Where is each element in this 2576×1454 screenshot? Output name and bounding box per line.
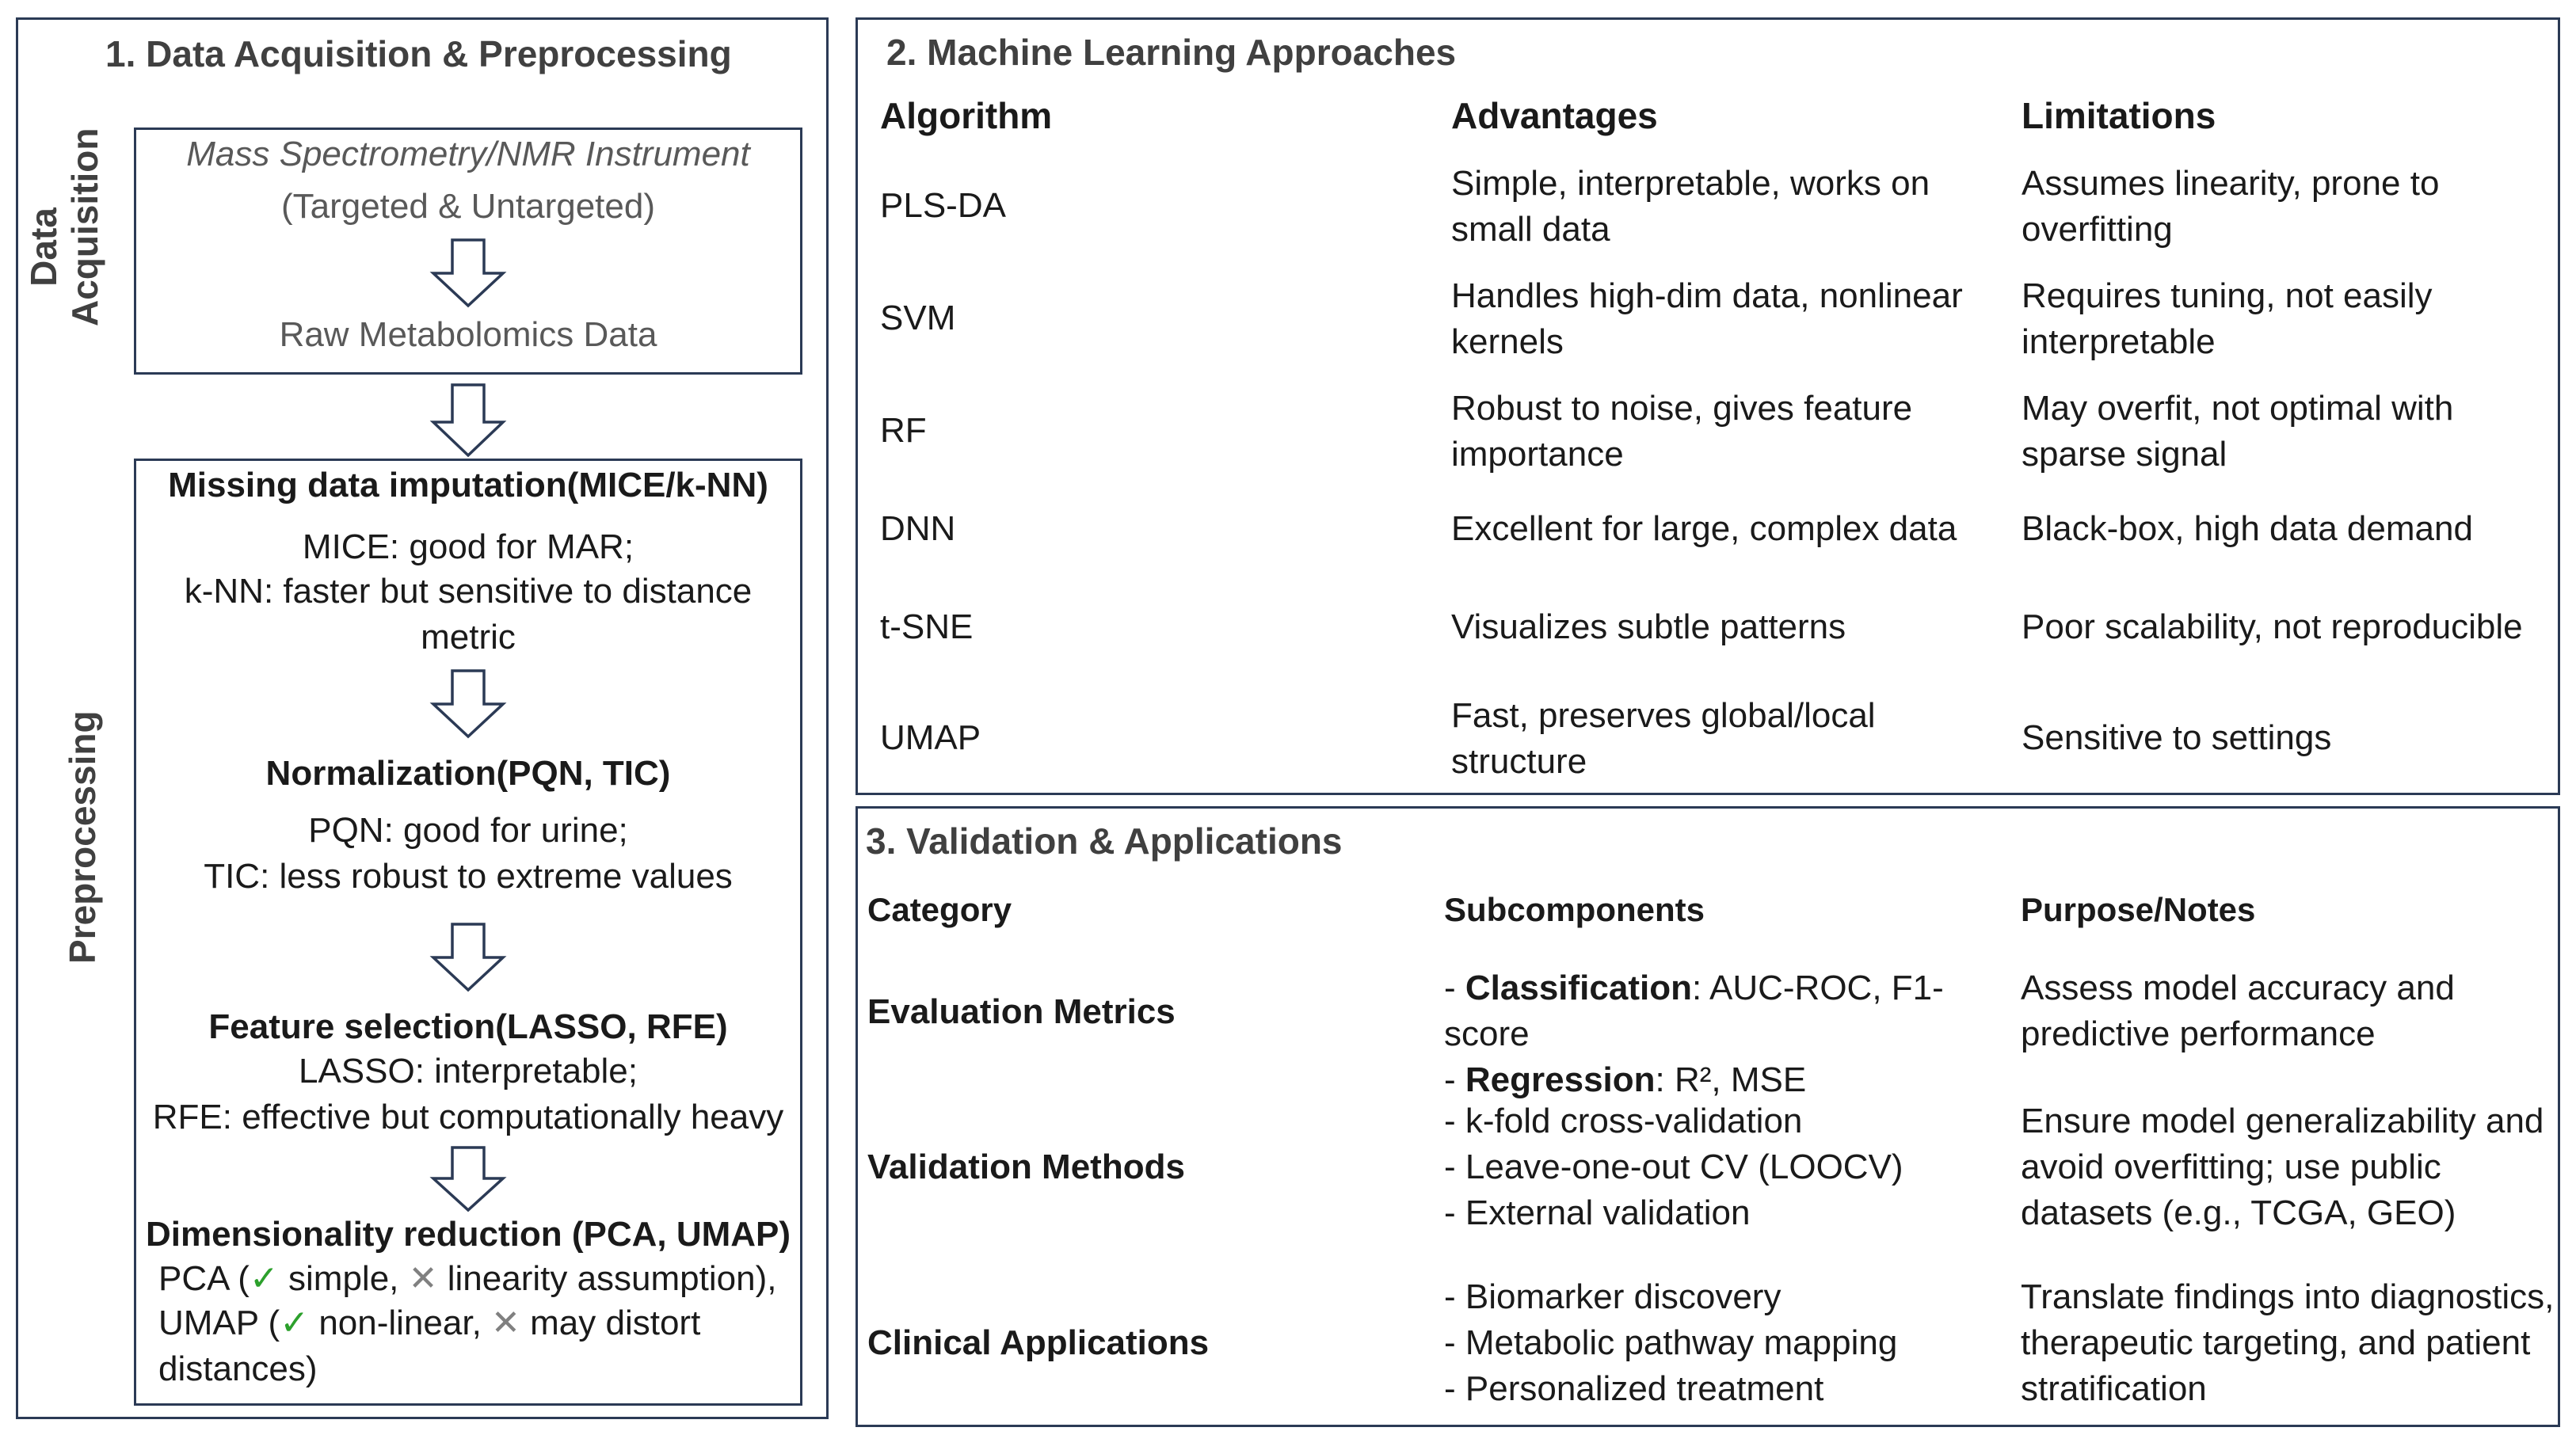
text-line: overfitting	[2022, 210, 2173, 249]
notes	[2021, 1274, 2559, 1412]
acquisition-box	[134, 128, 802, 375]
panel2-title: 2. Machine Learning Approaches	[886, 32, 1457, 73]
text-line: datasets (e.g., TCGA, GEO)	[2021, 1193, 2456, 1232]
panel-machine-learning	[855, 17, 2560, 795]
cross-icon: ✕	[408, 1259, 438, 1298]
down-arrow-icon	[429, 1145, 508, 1213]
limitations-text: Black-box, high data demand	[2022, 509, 2473, 548]
preprocessing-label: Preprocessing	[62, 710, 103, 964]
umap-line	[158, 1300, 792, 1346]
term-detail: k-fold cross-validation	[1465, 1102, 1803, 1140]
category-label: Validation Methods	[867, 1148, 1185, 1186]
text-line: Assess model accuracy and	[2021, 969, 2455, 1007]
term-detail: External validation	[1465, 1193, 1751, 1232]
category-label: Evaluation Metrics	[867, 992, 1176, 1031]
subcomponents	[1444, 965, 2014, 1103]
subcomponent-item	[1444, 1190, 2014, 1236]
text-line: importance	[1451, 435, 1624, 474]
dash: -	[1444, 1060, 1465, 1099]
column-header: Advantages	[1451, 95, 1658, 136]
text-line: therapeutic targeting, and patient	[2021, 1323, 2531, 1362]
data-acquisition-label	[23, 128, 111, 326]
advantages-text: Excellent for large, complex data	[1451, 509, 1957, 548]
text-line: kernels	[1451, 322, 1564, 361]
down-arrow-icon	[429, 238, 508, 309]
step-text: LASSO: interpretable;	[298, 1052, 638, 1090]
raw-data-label: Raw Metabolomics Data	[279, 315, 657, 354]
umap-con: may distort	[520, 1304, 701, 1342]
text-line: Ensure model generalizability and	[2021, 1102, 2544, 1140]
check-icon: ✓	[280, 1304, 310, 1342]
down-arrow-icon	[429, 922, 508, 993]
text-line: May overfit, not optimal with	[2022, 389, 2454, 428]
cross-icon: ✕	[491, 1304, 520, 1342]
text-line: Requires tuning, not easily	[2022, 276, 2433, 315]
pca-prefix: PCA (	[158, 1259, 250, 1298]
down-arrow-icon	[429, 668, 508, 740]
text-line: predictive performance	[2021, 1014, 2376, 1053]
step-text: RFE: effective but computationally heavy	[152, 1098, 784, 1136]
advantages-text	[1451, 273, 2006, 365]
step-heading: Normalization(PQN, TIC)	[265, 754, 671, 793]
dash: -	[1444, 969, 1465, 1007]
text-line: avoid overfitting; use public	[2021, 1148, 2441, 1186]
dash: -	[1444, 1193, 1465, 1232]
advantages-text	[1451, 693, 2006, 785]
notes	[2021, 1098, 2559, 1236]
limitations-text	[2022, 386, 2552, 478]
step-heading: Dimensionality reduction (PCA, UMAP)	[145, 1215, 791, 1254]
algorithm-name: UMAP	[880, 718, 981, 757]
dash: -	[1444, 1148, 1465, 1186]
advantages-text	[1451, 161, 2006, 253]
limitations-text: Poor scalability, not reproducible	[2022, 607, 2523, 646]
panel-validation-applications	[855, 806, 2560, 1427]
step-text: MICE: good for MAR;	[302, 527, 634, 566]
text-line: Translate findings into diagnostics,	[2021, 1277, 2555, 1316]
dash: -	[1444, 1277, 1465, 1316]
step-heading: Feature selection(LASSO, RFE)	[208, 1007, 728, 1046]
column-header: Algorithm	[880, 95, 1053, 136]
advantages-text: Visualizes subtle patterns	[1451, 607, 1846, 646]
text-line: stratification	[2021, 1369, 2207, 1408]
preprocessing-box	[134, 459, 802, 1406]
subcomponents	[1444, 1098, 2014, 1236]
algorithm-name: SVM	[880, 299, 956, 337]
step-text: PQN: good for urine;	[308, 811, 628, 850]
subcomponent-item	[1444, 1057, 2014, 1103]
check-icon: ✓	[249, 1259, 279, 1298]
subcomponent-item	[1444, 965, 2014, 1057]
limitations-text	[2022, 273, 2552, 365]
column-header: Category	[867, 891, 1012, 928]
data-acquisition-label-line2: Acquisition	[63, 128, 105, 326]
step-heading: Missing data imputation(MICE/k-NN)	[168, 466, 768, 504]
step-text: TIC: less robust to extreme values	[204, 857, 733, 896]
limitations-text	[2022, 161, 2552, 253]
dimred-last-line: distances)	[158, 1349, 318, 1388]
step-text: k-NN: faster but sensitive to distance	[184, 572, 753, 611]
term-detail: Personalized treatment	[1465, 1369, 1824, 1408]
term-detail: : R², MSE	[1655, 1060, 1807, 1099]
data-acquisition-label-line1: Data	[23, 207, 64, 287]
term-detail: Metabolic pathway mapping	[1465, 1323, 1898, 1362]
pca-con: linearity assumption),	[437, 1259, 777, 1298]
pca-line	[158, 1256, 792, 1302]
subcomponent-item	[1444, 1320, 2014, 1366]
panel3-title: 3. Validation & Applications	[866, 820, 1343, 862]
algorithm-name: t-SNE	[880, 607, 974, 646]
dash: -	[1444, 1323, 1465, 1362]
pca-pro: simple,	[278, 1259, 409, 1298]
down-arrow-icon	[429, 383, 508, 459]
column-header: Subcomponents	[1444, 891, 1705, 928]
panel-data-acquisition-preprocessing	[16, 17, 829, 1419]
term-detail: Leave-one-out CV (LOOCV)	[1465, 1148, 1903, 1186]
term-detail: : AUC-ROC, F1-score	[1444, 969, 1944, 1053]
text-line: Fast, preserves global/local	[1451, 696, 1876, 735]
subcomponents	[1444, 1274, 2014, 1412]
panel1-title: 1. Data Acquisition & Preprocessing	[105, 33, 732, 74]
subcomponent-item	[1444, 1366, 2014, 1412]
instrument-sublabel: (Targeted & Untargeted)	[280, 187, 656, 226]
algorithm-name: PLS-DA	[880, 186, 1006, 225]
limitations-text: Sensitive to settings	[2022, 718, 2332, 757]
text-line: Simple, interpretable, works on	[1451, 164, 1930, 203]
step-text: metric	[421, 618, 516, 657]
subcomponent-item	[1444, 1274, 2014, 1320]
umap-pro: non-linear,	[309, 1304, 492, 1342]
algorithm-name: RF	[880, 411, 927, 450]
column-header: Limitations	[2022, 95, 2216, 136]
category-label: Clinical Applications	[867, 1323, 1210, 1362]
instrument-label: Mass Spectrometry/NMR Instrument	[186, 135, 750, 173]
text-line: small data	[1451, 210, 1610, 249]
column-header: Purpose/Notes	[2021, 891, 2256, 928]
bold-term: Classification	[1465, 969, 1692, 1007]
notes	[2021, 965, 2553, 1057]
subcomponent-item	[1444, 1144, 2014, 1190]
bold-term: Regression	[1465, 1060, 1656, 1099]
umap-prefix: UMAP (	[158, 1304, 280, 1342]
text-line: Assumes linearity, prone to	[2022, 164, 2440, 203]
text-line: interpretable	[2022, 322, 2216, 361]
text-line: Robust to noise, gives feature	[1451, 389, 1913, 428]
text-line: sparse signal	[2022, 435, 2227, 474]
text-line: Handles high-dim data, nonlinear	[1451, 276, 1963, 315]
dash: -	[1444, 1102, 1465, 1140]
algorithm-name: DNN	[880, 509, 956, 548]
term-detail: Biomarker discovery	[1465, 1277, 1781, 1316]
text-line: structure	[1451, 742, 1587, 781]
advantages-text	[1451, 386, 2006, 478]
subcomponent-item	[1444, 1098, 2014, 1144]
dash: -	[1444, 1369, 1465, 1408]
